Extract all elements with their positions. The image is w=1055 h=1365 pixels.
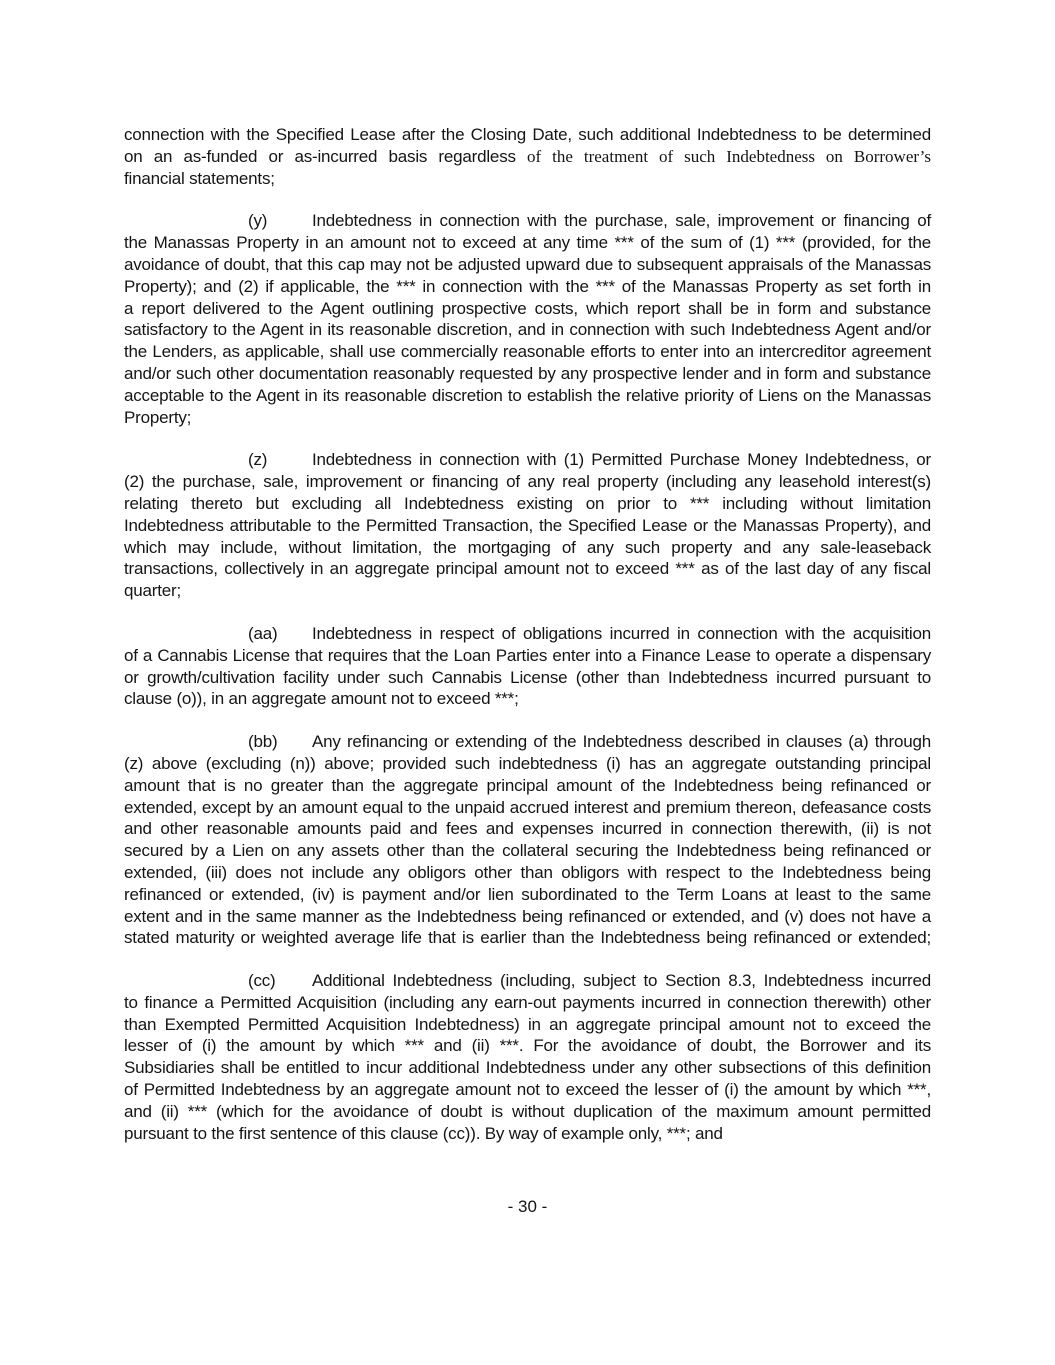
text-line: (z) above (excluding (n)) above; provided such indebtedness (i) has an aggregate outstanding principal <box>124 753 931 773</box>
clause-label: (bb) <box>248 732 278 752</box>
text-line: of Permitted Indebtedness by an aggregate amount not to exceed the lesser of (i) the amount by which ***, <box>124 1080 931 1100</box>
paragraph-intro <box>124 124 931 189</box>
text-line: of a Cannabis License that requires that the Loan Parties enter into a Finance Lease to operate a dispensary <box>124 645 931 665</box>
clause-first-line <box>124 210 931 232</box>
text-line: Indebtedness in connection with the purchase, sale, improvement or financing of <box>312 211 931 231</box>
paragraph-clause-cc <box>124 970 931 1144</box>
text-line: and (ii) *** (which for the avoidance of doubt is without duplication of the maximum amount permitted <box>124 1101 931 1121</box>
text-line: a report delivered to the Agent outlining prospective costs, which report shall be in form and substance <box>124 298 931 318</box>
text-line: (2) the purchase, sale, improvement or financing of any real property (including any leasehold interest(s) <box>124 472 931 492</box>
text-line <box>124 146 931 168</box>
text-line: clause (o)), in an aggregate amount not to exceed ***; <box>124 689 519 709</box>
text-line: pursuant to the first sentence of this clause (cc)). By way of example only, ***; and <box>124 1123 723 1143</box>
text-line: the Lenders, as applicable, shall use commercially reasonable efforts to enter into an intercreditor agreement <box>124 342 931 362</box>
text-segment-sans: on an as-funded or as-incurred basis regardless <box>124 146 516 166</box>
paragraph-clause-aa <box>124 623 931 710</box>
document-body <box>124 124 931 1165</box>
text-line: Indebtedness in respect of obligations incurred in connection with the acquisition <box>312 623 931 643</box>
text-line: Indebtedness in connection with (1) Permitted Purchase Money Indebtedness, or <box>312 450 931 470</box>
text-line: lesser of (i) the amount by which *** and (ii) ***. For the avoidance of doubt, the Borrower and its <box>124 1036 931 1056</box>
text-line: financial statements; <box>124 168 275 188</box>
clause-label: (aa) <box>248 623 278 643</box>
text-line: amount that is no greater than the aggregate principal amount of the Indebtedness being refinanced or <box>124 775 931 795</box>
clause-label: (z) <box>248 450 268 470</box>
text-line: Property; <box>124 407 192 427</box>
text-line: and other reasonable amounts paid and fees and expenses incurred in connection therewith, (ii) is not <box>124 819 931 839</box>
clause-first-line <box>124 623 931 645</box>
text-line: Indebtedness attributable to the Permitted Transaction, the Specified Lease or the Manassas Property), and <box>124 515 931 535</box>
text-line: connection with the Specified Lease after the Closing Date, such additional Indebtedness to be determined <box>124 125 931 144</box>
text-line: quarter; <box>124 581 181 601</box>
text-line: than Exempted Permitted Acquisition Indebtedness) in an aggregate principal amount not to exceed the <box>124 1014 931 1034</box>
paragraph-clause-z <box>124 449 931 602</box>
text-line: extent and in the same manner as the Indebtedness being refinanced or extended, and (v) does not have a <box>124 906 931 926</box>
text-line: or growth/cultivation facility under such Cannabis License (other than Indebtedness incurred pursuant to <box>124 667 931 687</box>
clause-label: (cc) <box>248 971 276 991</box>
text-line: to finance a Permitted Acquisition (including any earn-out payments incurred in connection therewith) other <box>124 992 931 1012</box>
text-line: acceptable to the Agent in its reasonable discretion to establish the relative priority of Liens on the Manassas <box>124 385 931 405</box>
page-number: - 30 - <box>507 1197 548 1216</box>
text-line: Any refinancing or extending of the Indebtedness described in clauses (a) through <box>312 732 931 752</box>
text-line: Subsidiaries shall be entitled to incur additional Indebtedness under any other subsections of this definition <box>124 1058 931 1078</box>
text-line: refinanced or extended, (iv) is payment and/or lien subordinated to the Term Loans at least to the same <box>124 884 931 904</box>
text-line: Additional Indebtedness (including, subject to Section 8.3, Indebtedness incurred <box>312 971 931 991</box>
paragraph-clause-y <box>124 210 931 428</box>
clause-first-line <box>124 731 931 753</box>
text-line: relating thereto but excluding all Indebtedness existing on prior to *** including without limitation <box>124 493 931 513</box>
text-segment-serif: of the treatment of such Indebtedness on Borrower’s <box>527 146 932 166</box>
text-line: secured by a Lien on any assets other than the collateral securing the Indebtedness being refinanced or <box>124 841 931 861</box>
text-line: the Manassas Property in an amount not to exceed at any time *** of the sum of (1) *** (provided, for the <box>124 233 931 253</box>
text-line: extended, except by an amount equal to the unpaid accrued interest and premium thereon, defeasance costs <box>124 797 931 817</box>
text-line: and/or such other documentation reasonably requested by any prospective lender and in form and substance <box>124 363 931 383</box>
text-line: extended, (iii) does not include any obligors other than obligors with respect to the Indebtedness being <box>124 862 931 882</box>
clause-first-line <box>124 970 931 992</box>
clause-first-line <box>124 449 931 471</box>
text-line: transactions, collectively in an aggregate principal amount not to exceed *** as of the last day of any fiscal <box>124 559 931 579</box>
paragraph-clause-bb <box>124 731 931 949</box>
text-line: satisfactory to the Agent in its reasonable discretion, and in connection with such Indebtedness Agent and/or <box>124 320 931 340</box>
text-line: Property); and (2) if applicable, the *** in connection with the *** of the Manassas Property as set forth in <box>124 276 931 296</box>
clause-label: (y) <box>248 211 268 231</box>
text-line: avoidance of doubt, that this cap may not be adjusted upward due to subsequent appraisals of the Manassas <box>124 254 931 274</box>
text-line: which may include, without limitation, the mortgaging of any such property and any sale-leaseback <box>124 537 931 557</box>
text-line: stated maturity or weighted average life that is earlier than the Indebtedness being refinanced or extended; <box>124 928 931 948</box>
